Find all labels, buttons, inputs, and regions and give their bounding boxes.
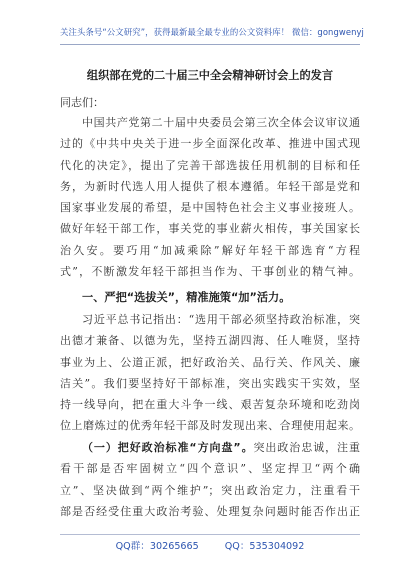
- paragraph-line: 持一线导向，把在重大斗争一线、艰苦复杂环境和吃劲岗: [60, 398, 360, 412]
- paragraph-line: 部是否经受住重大政治考验、处理复杂问题时能否作出正: [60, 504, 360, 518]
- paragraph-line: 做好年轻干部工作，事关党的事业薪火相传，事关国家长: [60, 222, 360, 236]
- paragraph-line: 国家事业发展的希望，是中国特色社会主义事业接班人。: [60, 201, 360, 215]
- paragraph-line: 中国共产党第二十届中央委员会第三次全体会议审议通: [82, 116, 360, 129]
- footer-qq: QQ：535304092: [224, 541, 305, 552]
- paragraph-line: 治久安。要巧用“加减乘除”解好年轻干部选育“方程: [60, 243, 360, 257]
- paragraph-text: 突出政治忠诚，注重: [253, 441, 360, 454]
- header-banner: 关注头条号“公文研究”，获得最新最全最专业的公文资料库！ 微信：gongwenyj: [60, 27, 364, 37]
- paragraph-line: 出德才兼备、以德为先，坚持五湖四海、任人唯贤，坚持: [60, 334, 360, 348]
- paragraph-line: 代化的决定》，提出了完善干部选拔任用机制的目标和任: [60, 158, 360, 172]
- salutation: 同志们：: [60, 96, 104, 109]
- paragraph-line: 式”，不断激发年轻干部担当作为、干事创业的精气神。: [60, 265, 360, 279]
- paragraph-2: [60, 309, 360, 437]
- paragraph-line: 位上磨炼过的优秀年轻干部及时发现出来、合理使用起来。: [60, 419, 360, 433]
- paragraph-line: 习近平总书记指出：“选用干部必须坚持政治标准，突: [82, 313, 360, 326]
- footer-contact: [60, 538, 360, 552]
- paragraph-line: 立”、坚决做到“两个维护”；突出政治定力，注重看干: [60, 483, 360, 497]
- paragraph-1: [60, 112, 360, 282]
- paragraph-line: 洁关”。我们要坚持好干部标准，突出实践实干实效，坚: [60, 376, 360, 390]
- footer-divider: [60, 534, 360, 535]
- paragraph-3: [60, 437, 360, 522]
- subheading-inline: （一）把好政治标准“方向盘”。: [82, 441, 254, 454]
- document-title: 组织部在党的二十届三中全会精神研讨会上的发言: [86, 69, 334, 82]
- paragraph-line: [60, 437, 360, 458]
- header-divider: [60, 44, 360, 45]
- paragraph-line: 看干部是否牢固树立“四个意识”、坚定捍卫“两个确: [60, 462, 360, 476]
- paragraph-line: 过的《中共中央关于进一步全面深化改革、推进中国式现: [60, 137, 360, 151]
- footer-qq-group: QQ群：30265665: [115, 541, 199, 552]
- paragraph-line: 务，为新时代选人用人提供了根本遵循。年轻干部是党和: [60, 179, 360, 193]
- paragraph-line: 事业为上、公道正派，把好政治关、品行关、作风关、廉: [60, 355, 360, 369]
- section-heading-1: 一、严把“选拔关”，精准施策“加”活力。: [82, 291, 291, 304]
